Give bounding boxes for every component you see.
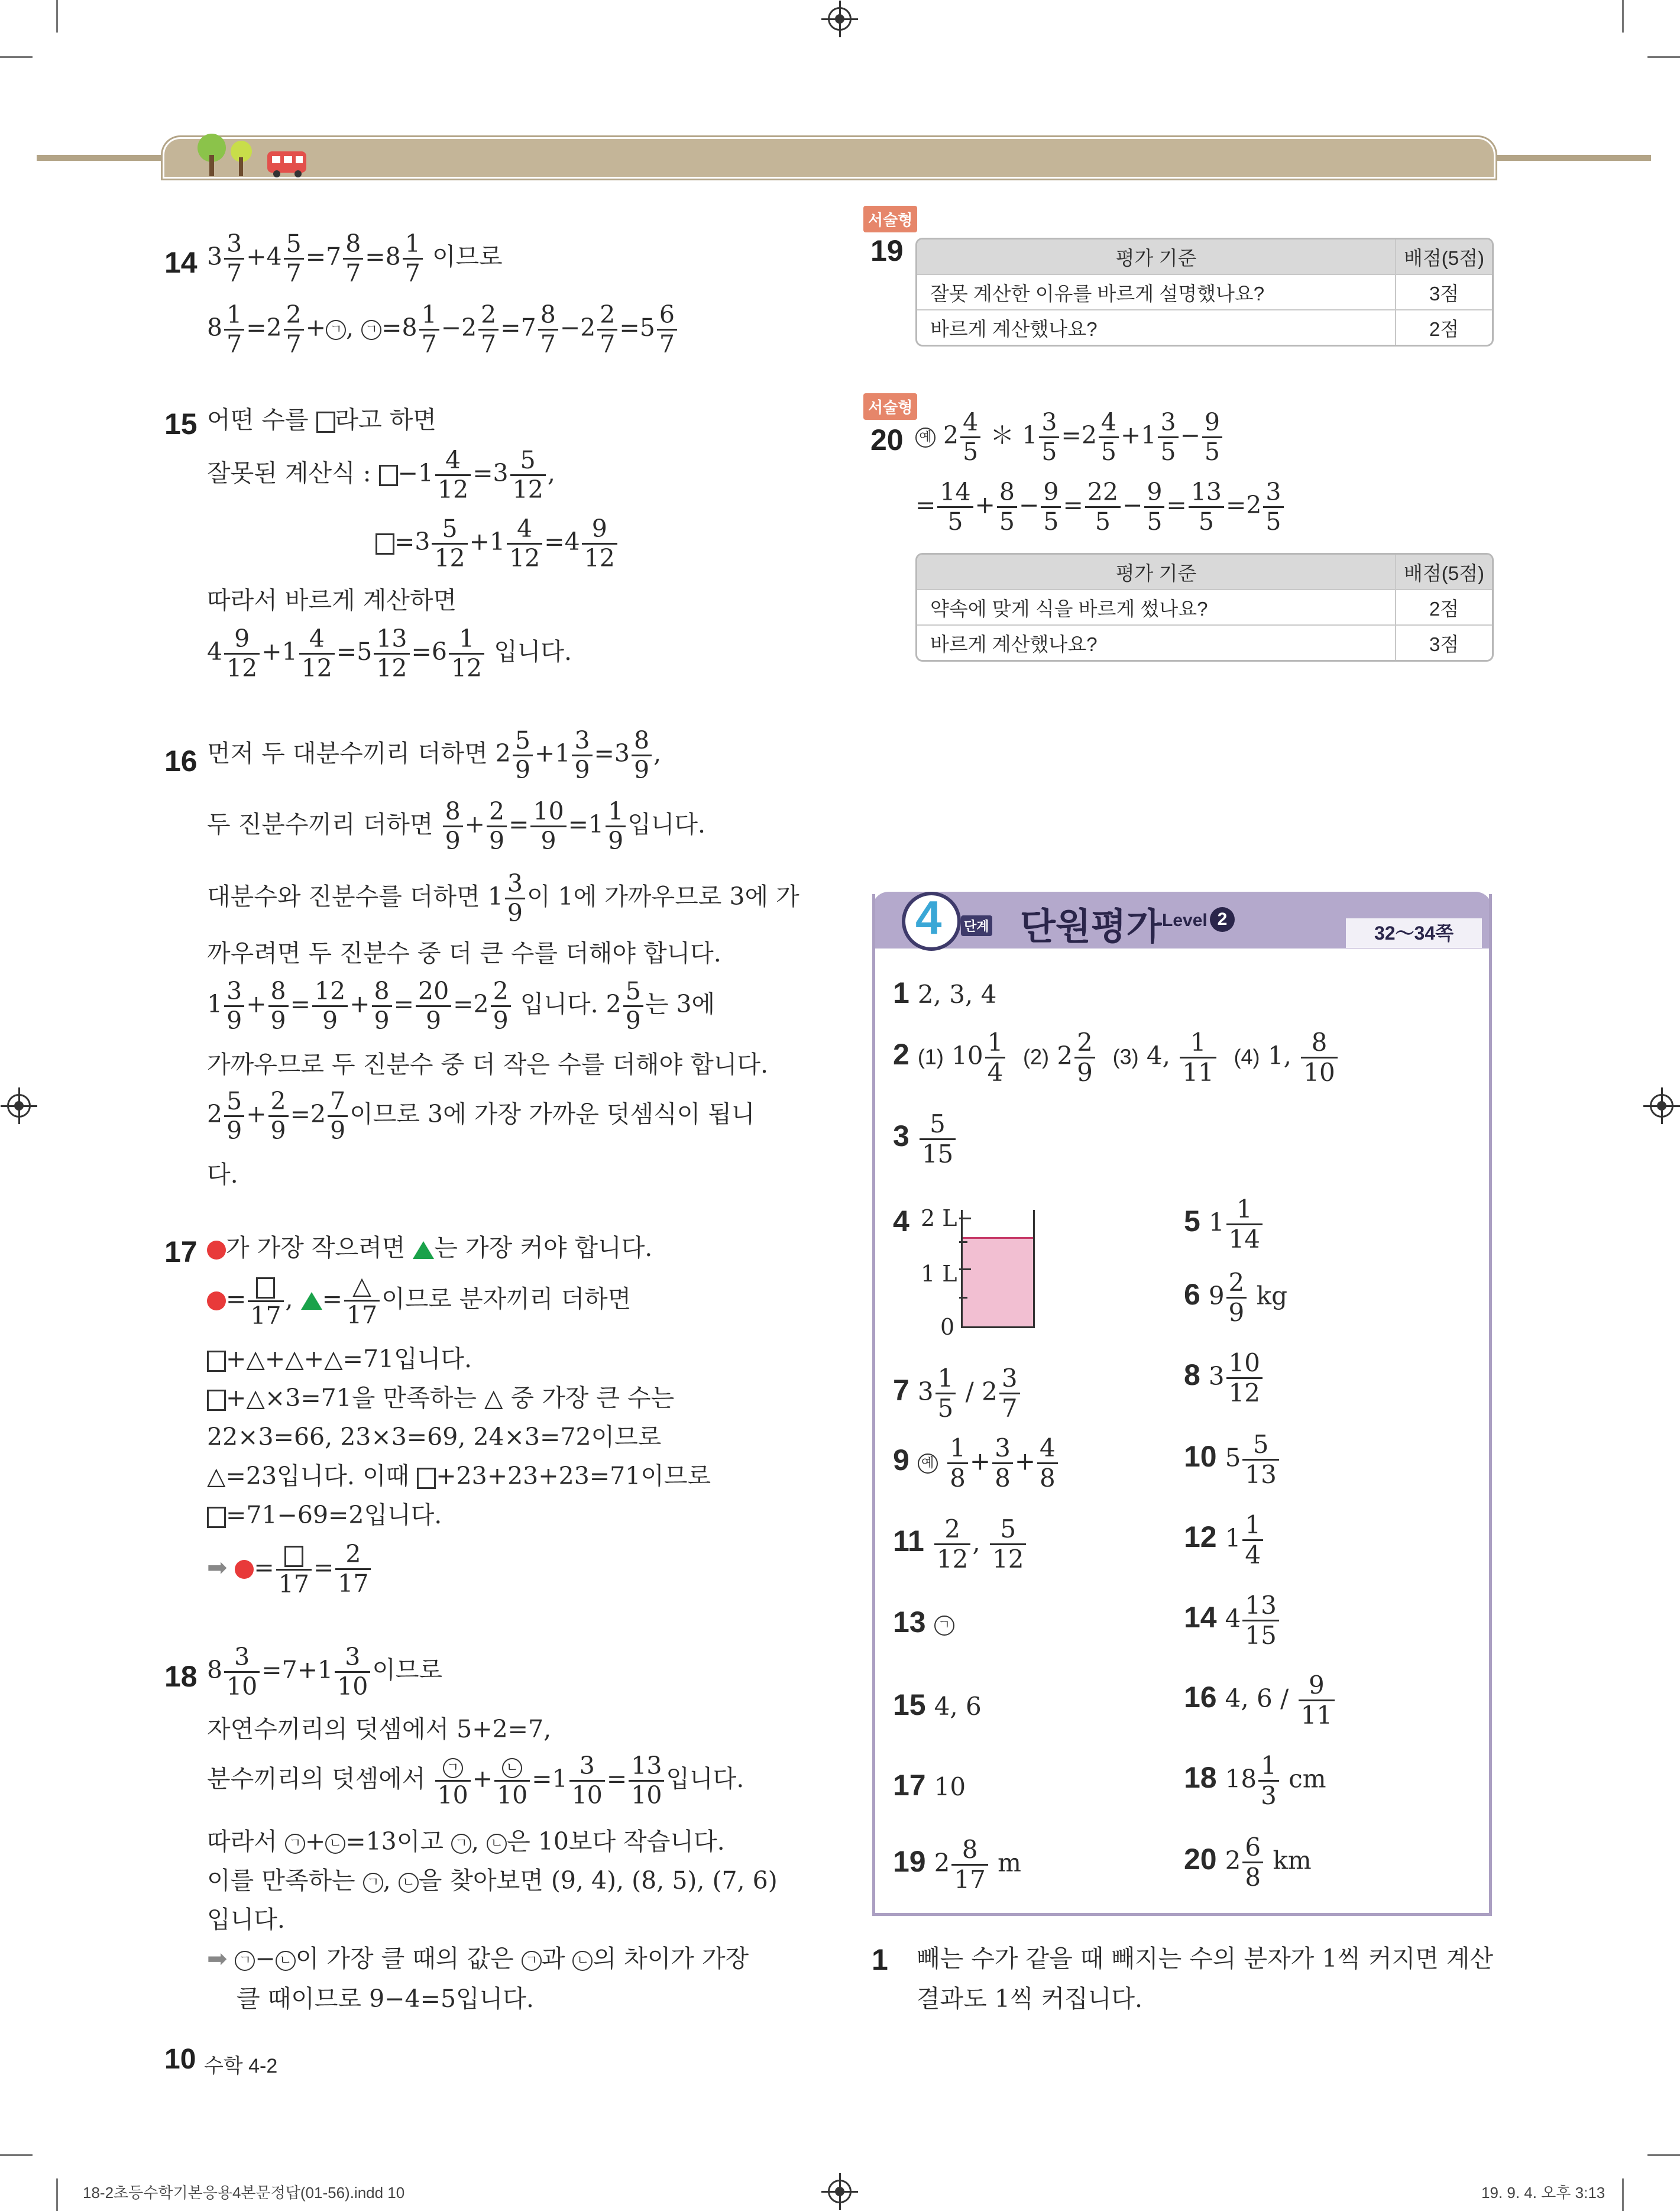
p17-line-1: 가 가장 작으려면 는 가장 커야 합니다. bbox=[207, 1236, 652, 1260]
table-header: 배점(5점) bbox=[1395, 555, 1492, 589]
green-triangle-icon bbox=[413, 1241, 434, 1259]
answer-14: 14 4 $\frac{13}{15}$ bbox=[1184, 1593, 1281, 1648]
table-cell: 바르게 계산했나요? bbox=[917, 624, 1395, 660]
p18-line-8: 클 때이므로 9−4=5입니다. bbox=[237, 1985, 534, 2013]
p17-line-3: +△+△+△=71입니다. bbox=[207, 1347, 472, 1372]
answer-3: 3 $\frac{5}{15}$ bbox=[893, 1112, 957, 1167]
page-number: 10 bbox=[164, 2044, 196, 2075]
answer-11: 11 $\frac{2}{12}$ , $\frac{5}{12}$ bbox=[893, 1517, 1028, 1572]
answer-18: 18 18 $\frac{1}{3}$ cm bbox=[1184, 1751, 1326, 1810]
beaker bbox=[961, 1210, 1035, 1328]
answer-9: 9 예 $\frac{1}{8}$ + $\frac{3}{8}$ + $\frac{4}{8}$ bbox=[893, 1436, 1060, 1491]
descriptive-tag: 서술형 bbox=[863, 393, 917, 420]
p17-line-5: 22×3=66, 23×3=69, 24×3=72이므로 bbox=[207, 1423, 662, 1451]
file-name: 18-2초등수학기본응용4본문정답(01-56).indd 10 bbox=[83, 2184, 405, 2202]
crop-mark bbox=[0, 2154, 33, 2156]
p16-line-1: 먼저 두 대분수끼리 더하면 2 $\frac{5}{9}$ +1 $\frac{3}{9}$ =3 $\frac{8}{9}$ , bbox=[207, 726, 662, 784]
problem-number: 19 bbox=[870, 234, 904, 267]
p18-line-2: 자연수끼리의 덧셈에서 5+2=7, bbox=[207, 1715, 552, 1743]
beaker-label: 2 L bbox=[921, 1205, 957, 1231]
p18-line-5: 이를 만족하는 ㄱ , ㄴ 을 찾아보면 (9, 4), (8, 5), (7, 6) bbox=[207, 1866, 778, 1895]
registration-mark-icon bbox=[7, 1094, 31, 1118]
table-header: 평가 기준 bbox=[917, 239, 1395, 274]
answer-15: 15 4, 6 bbox=[893, 1688, 982, 1721]
p17-line-4: +△×3=71을 만족하는 △ 중 가장 큰 수는 bbox=[207, 1386, 674, 1411]
table-cell: 잘못 계산한 이유를 바르게 설명했나요? bbox=[917, 274, 1395, 309]
p16-line-8: 다. bbox=[207, 1160, 238, 1189]
problem-number: 20 bbox=[870, 423, 904, 457]
table-cell: 바르게 계산했나요? bbox=[917, 309, 1395, 345]
problem-number: 15 bbox=[164, 407, 198, 441]
p15-line-5: 4 $\frac{9}{12}$ +1 $\frac{4}{12}$ =5 $\frac{13}{12}$ =6 $\frac{1}{12}$ 입니다. bbox=[207, 624, 572, 682]
p16-line-2: 두 진분수끼리 더하면 $\frac{8}{9}$ + $\frac{2}{9}$ = $\frac{10}{9}$ =1 $\frac{1}{9}$ 입니다. bbox=[207, 797, 706, 855]
tree-bus-icon bbox=[194, 131, 312, 177]
beaker-liquid bbox=[963, 1237, 1033, 1326]
print-timestamp: 19. 9. 4. 오후 3:13 bbox=[1481, 2184, 1605, 2202]
p16-line-4: 까우려면 두 진분수 중 더 큰 수를 더해야 합니다. bbox=[207, 939, 721, 967]
note1-line-1: 빼는 수가 같을 때 빼지는 수의 분자가 1씩 커지면 계산 bbox=[917, 1944, 1494, 1973]
table-header: 배점(5점) bbox=[1395, 239, 1492, 274]
table-cell: 약속에 맞게 식을 바르게 썼나요? bbox=[917, 589, 1395, 624]
unit-badge-label: 단계 bbox=[961, 915, 992, 936]
crop-mark bbox=[1622, 2178, 1624, 2211]
p15-line-2: 잘못된 계산식 : −1 $\frac{4}{12}$ =3 $\frac{5}{12}$ , bbox=[207, 446, 555, 504]
crop-mark bbox=[0, 56, 33, 58]
registration-mark-icon bbox=[828, 7, 852, 31]
answer-2: 2 (1) 10 $\frac{1}{4}$ (2) 2 $\frac{2}{9}$ (3) 4, $\frac{1}{11}$ (4) 1, $\frac{8}{10}$ bbox=[893, 1030, 1339, 1085]
answer-1: 1 2, 3, 4 bbox=[893, 976, 997, 1009]
table-header: 평가 기준 bbox=[917, 555, 1395, 589]
answer-17: 17 10 bbox=[893, 1769, 966, 1802]
table-cell: 2점 bbox=[1395, 309, 1492, 345]
crop-mark bbox=[56, 2178, 58, 2211]
registration-mark-icon bbox=[1650, 1094, 1673, 1118]
problem-number: 14 bbox=[164, 246, 198, 279]
p16-line-7: 2 $\frac{5}{9}$ + $\frac{2}{9}$ =2 $\frac{7}{9}$ 이므로 3에 가장 가까운 덧셈식이 됩니 bbox=[207, 1087, 755, 1145]
answer-7: 7 3 $\frac{1}{5}$ / 2 $\frac{3}{7}$ bbox=[893, 1366, 1022, 1421]
table-cell: 2점 bbox=[1395, 589, 1492, 624]
note1-line-2: 결과도 1씩 커집니다. bbox=[917, 1985, 1143, 2013]
p20-line-1: 예 2 $\frac{4}{5}$ ＊ 1 $\frac{3}{5}$ =2 $\frac{4}{5}$ +1 $\frac{3}{5}$ − $\frac{9}{5}$ bbox=[915, 410, 1224, 464]
p18-line-4: 따라서 ㄱ + ㄴ =13이고 ㄱ , ㄴ 은 10보다 작습니다. bbox=[207, 1827, 725, 1856]
problem-number: 18 bbox=[164, 1660, 198, 1693]
answer-4: 4 bbox=[893, 1205, 909, 1238]
answer-8: 8 3 $\frac{10}{12}$ bbox=[1184, 1351, 1264, 1406]
problem-number: 17 bbox=[164, 1235, 198, 1268]
subject-label: 수학 4-2 bbox=[204, 2055, 278, 2077]
p17-line-2: = 17 , = $\frac{\triangle}{17}$ 이므로 분자끼리 더하면 bbox=[207, 1274, 631, 1328]
p17-line-7: =71−69=2입니다. bbox=[207, 1503, 442, 1528]
p18-line-7: ➡ ㄱ − ㄴ 이 가장 클 때의 값은 ㄱ 과 ㄴ 의 차이가 가장 bbox=[207, 1944, 749, 1973]
p14-line-1: 3 $\frac{3}{7}$ +4 $\frac{5}{7}$ =7 $\frac{8}{7}$ =8 $\frac{1}{7}$ 이므로 bbox=[207, 229, 503, 287]
crop-mark bbox=[1647, 56, 1680, 58]
scoring-table-19 bbox=[915, 238, 1494, 347]
crop-mark bbox=[56, 0, 58, 33]
red-circle-icon bbox=[207, 1241, 226, 1260]
p20-line-2: = $\frac{14}{5}$ + $\frac{8}{5}$ − $\frac{9}{5}$ = $\frac{22}{5}$ − $\frac{9}{5}$ = $\frac{13}{5}$ =2 $\frac{3}{5}$ bbox=[915, 480, 1286, 534]
beaker-label: 0 bbox=[940, 1314, 955, 1340]
p18-line-1: 8 $\frac{3}{10}$ =7+1 $\frac{3}{10}$ 이므로 bbox=[207, 1643, 443, 1701]
answer-5: 5 1 $\frac{1}{14}$ bbox=[1184, 1197, 1264, 1252]
problem-number: 16 bbox=[164, 744, 198, 778]
answer-13: 13 ㄱ bbox=[893, 1607, 954, 1637]
table-cell: 3점 bbox=[1395, 274, 1492, 309]
crop-mark bbox=[1647, 2154, 1680, 2156]
p15-line-1: 어떤 수를 라고 하면 bbox=[207, 406, 436, 434]
descriptive-tag: 서술형 bbox=[863, 206, 917, 232]
answer-19: 19 2 $\frac{8}{17}$ m bbox=[893, 1835, 1021, 1894]
answer-16: 16 4, 6 / $\frac{9}{11}$ bbox=[1184, 1673, 1336, 1728]
p16-line-6: 가까우므로 두 진분수 중 더 작은 수를 더해야 합니다. bbox=[207, 1050, 769, 1079]
p17-line-6: △=23입니다. 이때 +23+23+23=71이므로 bbox=[207, 1462, 711, 1490]
answer-10: 10 5 $\frac{5}{13}$ bbox=[1184, 1432, 1281, 1487]
header-tab bbox=[163, 137, 1496, 179]
table-cell: 3점 bbox=[1395, 624, 1492, 660]
answer-12: 12 1 $\frac{1}{4}$ bbox=[1184, 1513, 1265, 1568]
beaker-label: 1 L bbox=[921, 1261, 957, 1287]
crop-mark bbox=[1622, 0, 1624, 33]
p18-line-6: 입니다. bbox=[207, 1905, 285, 1934]
answer-6: 6 9 $\frac{2}{9}$ kg bbox=[1184, 1268, 1287, 1327]
registration-mark-icon bbox=[828, 2180, 852, 2203]
p16-line-5: 1 $\frac{3}{9}$ + $\frac{8}{9}$ = $\frac{12}{9}$ + $\frac{8}{9}$ = $\frac{20}{9}$ =2 $\frac{2}{9}$ 입니다. 2 $\frac{5}{9}$ 는 3에 bbox=[207, 977, 716, 1035]
p16-line-3: 대분수와 진분수를 더하면 1 $\frac{3}{9}$ 이 1에 가까우므로 3에 가 bbox=[207, 869, 799, 927]
p15-line-3: =3 $\frac{5}{12}$ +1 $\frac{4}{12}$ =4 $\frac{9}{12}$ bbox=[376, 517, 619, 571]
level-label: Level bbox=[1162, 911, 1208, 930]
p15-line-4: 따라서 바르게 계산하면 bbox=[207, 586, 457, 614]
page-range: 32～34쪽 bbox=[1346, 918, 1482, 948]
p18-line-3: 분수끼리의 덧셈에서 $\frac{\text{ㄱ}}{10}$ + $\frac{\text{ㄴ}}{10}$ =1 $\frac{3}{10}$ = $\frac{13}{10}$ 입니다. bbox=[207, 1752, 744, 1809]
level-number: 2 bbox=[1210, 907, 1235, 932]
answer-20: 20 2 $\frac{6}{8}$ km bbox=[1184, 1833, 1312, 1892]
p14-line-2: 8 $\frac{1}{7}$ =2 $\frac{2}{7}$ + ㄱ , ㄱ =8 $\frac{1}{7}$ −2 $\frac{2}{7}$ =7 $\frac{8}{7}$ −2 $\frac{2}{7}$ =5 $\frac{6}{7}$ bbox=[207, 303, 679, 357]
unit-title: 단원평가 bbox=[1020, 907, 1162, 947]
problem-number: 1 bbox=[872, 1943, 888, 1976]
p17-line-8: ➡ = 17 = $\frac{2}{17}$ bbox=[207, 1542, 373, 1597]
scoring-table-20 bbox=[915, 553, 1494, 662]
unit-badge-number: 4 bbox=[915, 891, 942, 944]
